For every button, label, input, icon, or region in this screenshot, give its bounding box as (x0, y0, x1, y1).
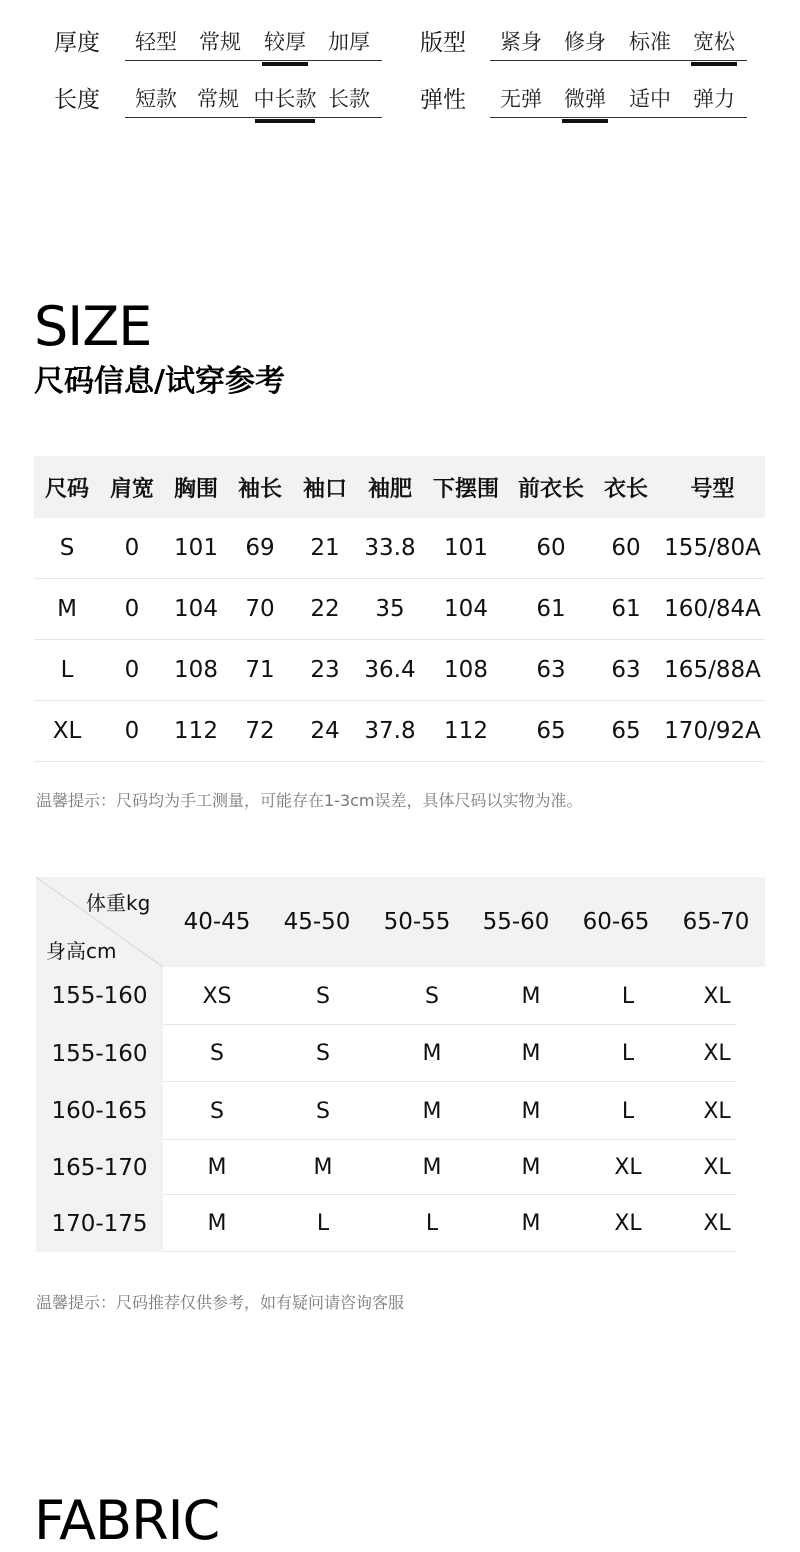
recommended-size-cell: S (316, 983, 330, 1009)
table-row (34, 518, 765, 579)
cell-chest: 101 (174, 535, 218, 561)
size-table-header (34, 456, 765, 518)
recommended-size-cell: M (521, 1098, 541, 1124)
recommended-size-cell: S (425, 983, 439, 1009)
cell-hem: 101 (444, 535, 488, 561)
recommend-table (36, 877, 765, 1252)
recommended-size-cell: S (210, 1098, 224, 1124)
size-subtitle: 尺码信息/试穿参考 (34, 364, 285, 399)
cell-model: 160/84A (664, 596, 761, 622)
cell-sleeve-width: 35 (375, 596, 405, 622)
cell-cuff: 23 (310, 657, 340, 683)
length-label: 长度 (54, 87, 100, 113)
recommended-size-cell: M (521, 983, 541, 1009)
cell-size: S (59, 535, 75, 561)
recommended-size-cell: S (316, 1041, 330, 1066)
recommended-size-cell: XL (703, 1155, 731, 1180)
cell-sleeve-width: 37.8 (364, 718, 416, 744)
height-range-label: 155-160 (51, 1040, 148, 1067)
header-length: 衣长 (603, 476, 648, 502)
header-chest: 胸围 (173, 476, 218, 502)
cell-model: 170/92A (664, 718, 761, 744)
table-row (34, 640, 765, 701)
height-range-label: 155-160 (51, 983, 148, 1009)
length-option-regular: 常规 (197, 87, 239, 111)
length-option-long: 长款 (328, 87, 370, 111)
weight-col-5: 60-65 (582, 909, 650, 935)
table-row (36, 967, 765, 1025)
recommended-size-cell: XL (703, 983, 731, 1009)
elasticity-option-stretch: 弹力 (693, 87, 735, 111)
height-range-label: 165-170 (51, 1154, 148, 1181)
cell-front-length: 60 (536, 535, 566, 561)
header-model: 号型 (690, 476, 735, 502)
recommended-size-cell: L (316, 1211, 330, 1236)
corner-height-label: 身高cm (46, 939, 117, 963)
cell-model: 155/80A (664, 535, 761, 561)
recommended-size-cell: L (621, 983, 635, 1009)
fit-option-slim: 修身 (564, 30, 606, 54)
recommended-size-cell: M (422, 1041, 442, 1066)
recommended-size-cell: L (425, 1211, 439, 1236)
cell-chest: 112 (174, 718, 218, 744)
cell-shoulder: 0 (124, 596, 140, 622)
table-row (34, 701, 765, 762)
fit-label: 版型 (420, 30, 466, 56)
table-row (34, 579, 765, 640)
cell-shoulder: 0 (124, 535, 140, 561)
header-sleeve-length: 袖长 (237, 476, 282, 502)
weight-col-4: 55-60 (482, 909, 550, 935)
header-shoulder: 肩宽 (109, 476, 154, 502)
recommended-size-cell: M (521, 1041, 541, 1066)
size-title: SIZE (34, 295, 152, 358)
elasticity-label: 弹性 (420, 87, 466, 113)
recommended-size-cell: L (621, 1098, 635, 1124)
cell-size: M (57, 596, 77, 622)
recommended-size-cell: XS (202, 983, 232, 1009)
fabric-title: FABRIC (34, 1489, 220, 1552)
recommended-size-cell: M (422, 1155, 442, 1180)
thickness-label: 厚度 (54, 30, 100, 56)
fit-options (490, 22, 747, 61)
cell-length: 65 (611, 718, 641, 744)
header-sleeve-width: 袖肥 (367, 476, 412, 502)
recommended-size-cell: M (521, 1155, 541, 1180)
cell-sleeve-length: 72 (245, 718, 275, 744)
corner-cell (36, 877, 163, 967)
size-note: 温馨提示：尺码均为手工测量，可能存在1-3cm误差，具体尺码以实物为准。 (36, 791, 583, 810)
fit-option-standard: 标准 (629, 30, 671, 54)
table-row (36, 1140, 765, 1195)
recommended-size-cell: L (621, 1041, 635, 1066)
header-hem: 下摆围 (432, 476, 499, 502)
header-cuff: 袖口 (302, 476, 347, 502)
recommended-size-cell: M (207, 1155, 227, 1180)
recommended-size-cell: M (521, 1211, 541, 1236)
cell-sleeve-width: 33.8 (364, 535, 416, 561)
row-divider (163, 1251, 737, 1252)
weight-col-6: 65-70 (682, 909, 750, 935)
table-row (36, 1195, 765, 1252)
cell-length: 60 (611, 535, 641, 561)
size-table-body (34, 518, 765, 762)
cell-size: L (60, 657, 74, 683)
elasticity-options (490, 79, 747, 118)
recommended-size-cell: M (313, 1155, 333, 1180)
thickness-option-extra-thick: 加厚 (328, 30, 370, 54)
height-range-label: 170-175 (51, 1210, 148, 1237)
height-range-label: 160-165 (51, 1098, 148, 1124)
header-front-length: 前衣长 (517, 476, 584, 502)
elasticity-option-slight: 微弹 (558, 83, 612, 113)
cell-size: XL (52, 718, 82, 744)
table-row (36, 1082, 765, 1140)
recommended-size-cell: M (422, 1098, 442, 1124)
cell-chest: 104 (174, 596, 218, 622)
cell-model: 165/88A (664, 657, 761, 683)
recommended-size-cell: S (210, 1041, 224, 1066)
weight-col-2: 45-50 (283, 909, 351, 935)
cell-cuff: 21 (310, 535, 340, 561)
cell-length: 61 (611, 596, 641, 622)
cell-sleeve-length: 71 (245, 657, 275, 683)
fit-option-loose: 宽松 (687, 26, 741, 56)
cell-sleeve-length: 70 (245, 596, 275, 622)
recommended-size-cell: XL (703, 1041, 731, 1066)
cell-shoulder: 0 (124, 718, 140, 744)
weight-col-3: 50-55 (383, 909, 451, 935)
recommended-size-cell: XL (703, 1098, 731, 1124)
attr-row-1 (0, 22, 800, 62)
cell-cuff: 22 (310, 596, 340, 622)
cell-hem: 112 (444, 718, 488, 744)
header-size: 尺码 (44, 476, 89, 502)
cell-length: 63 (611, 657, 641, 683)
thickness-option-light: 轻型 (135, 30, 177, 54)
weight-col-1: 40-45 (183, 909, 251, 935)
thickness-option-thick: 较厚 (258, 26, 312, 56)
recommended-size-cell: XL (703, 1211, 731, 1236)
length-options (125, 79, 382, 118)
attr-row-2 (0, 79, 800, 119)
cell-shoulder: 0 (124, 657, 140, 683)
length-option-short: 短款 (135, 87, 177, 111)
cell-front-length: 63 (536, 657, 566, 683)
recommended-size-cell: XL (614, 1155, 642, 1180)
cell-sleeve-length: 69 (245, 535, 275, 561)
cell-chest: 108 (174, 657, 218, 683)
cell-front-length: 65 (536, 718, 566, 744)
recommended-size-cell: XL (614, 1211, 642, 1236)
elasticity-option-none: 无弹 (500, 87, 542, 111)
fit-option-tight: 紧身 (500, 30, 542, 54)
cell-cuff: 24 (310, 718, 340, 744)
thickness-options (125, 22, 382, 61)
recommended-size-cell: S (316, 1098, 330, 1124)
cell-hem: 108 (444, 657, 488, 683)
thickness-option-regular: 常规 (199, 30, 241, 54)
corner-weight-label: 体重kg (86, 891, 151, 915)
recommend-note: 温馨提示：尺码推荐仅供参考，如有疑问请咨询客服 (36, 1293, 405, 1312)
cell-front-length: 61 (536, 596, 566, 622)
length-option-mid-long: 中长款 (251, 83, 319, 113)
cell-sleeve-width: 36.4 (364, 657, 416, 683)
elasticity-option-medium: 适中 (629, 87, 671, 111)
size-table (34, 456, 765, 762)
cell-hem: 104 (444, 596, 488, 622)
table-row (36, 1025, 765, 1082)
recommended-size-cell: M (207, 1211, 227, 1236)
